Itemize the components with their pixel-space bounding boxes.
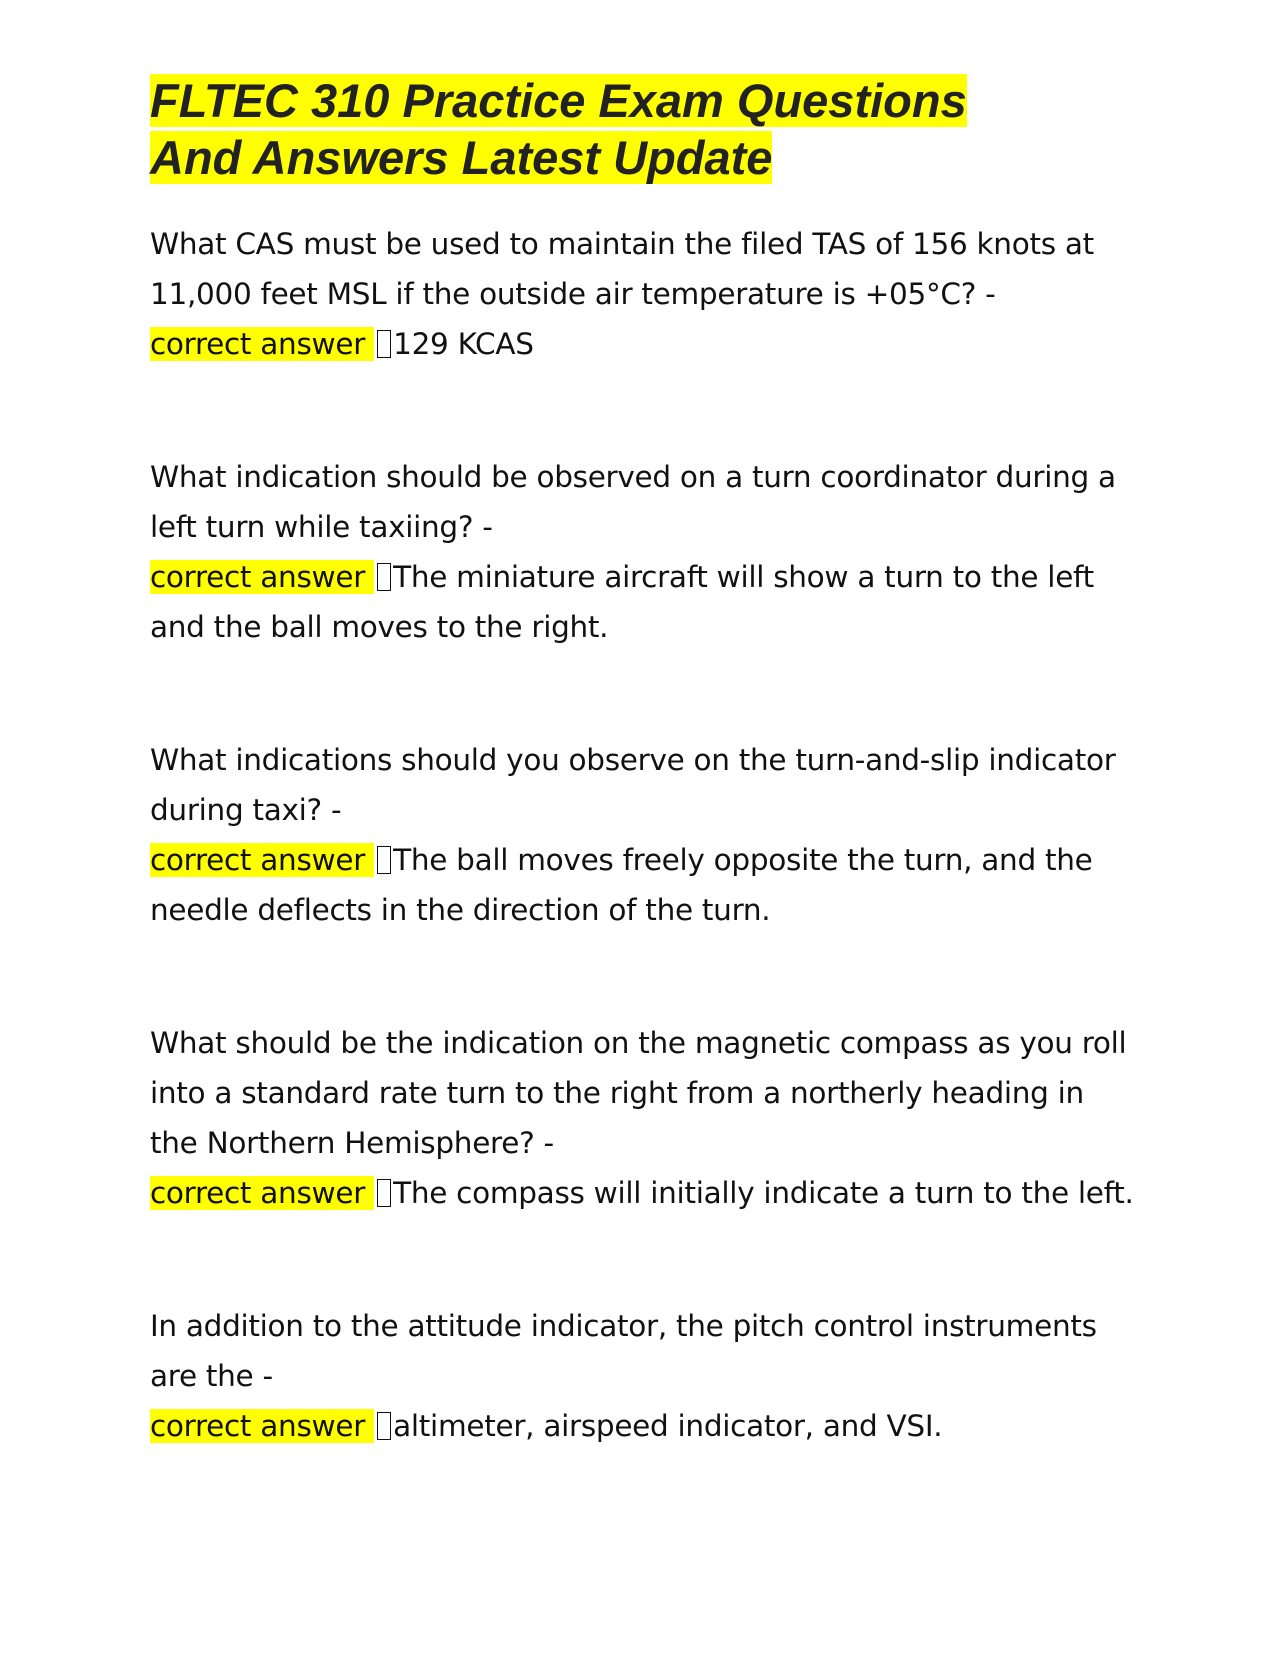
- qa-item: [150, 1301, 1140, 1451]
- title-line-1: FLTEC 310 Practice Exam Questions: [150, 74, 967, 127]
- answer-text: 129 KCAS: [393, 327, 534, 361]
- checkbox-glyph-icon: [377, 846, 391, 874]
- answer-line: [150, 835, 1140, 935]
- document-page: [150, 72, 1140, 1534]
- checkbox-glyph-icon: [377, 563, 391, 591]
- answer-text: The compass will initially indicate a turn to the left.: [393, 1176, 1134, 1210]
- title-line-2: And Answers Latest Update: [150, 131, 773, 184]
- qa-item: [150, 452, 1140, 652]
- correct-answer-marker: correct answer: [150, 560, 375, 594]
- question-text: What indication should be observed on a turn coordinator during a left turn while taxiing? -: [150, 460, 1116, 544]
- question-text: In addition to the attitude indicator, the pitch control instruments are the -: [150, 1309, 1097, 1393]
- answer-text: altimeter, airspeed indicator, and VSI.: [393, 1409, 943, 1443]
- answer-line: [150, 1401, 1140, 1451]
- checkbox-glyph-icon: [377, 330, 391, 358]
- qa-item: [150, 735, 1140, 935]
- correct-answer-marker: correct answer: [150, 327, 375, 361]
- question-text: What should be the indication on the magnetic compass as you roll into a standard rate turn to the right from a northerly heading in the Northern Hemisphere? -: [150, 1026, 1127, 1160]
- document-title: [150, 72, 1140, 186]
- qa-item: [150, 1018, 1140, 1218]
- answer-text: The miniature aircraft will show a turn to the left and the ball moves to the right.: [150, 560, 1094, 644]
- checkbox-glyph-icon: [377, 1412, 391, 1440]
- answer-line: [150, 1168, 1140, 1218]
- correct-answer-marker: correct answer: [150, 1409, 375, 1443]
- correct-answer-marker: correct answer: [150, 843, 375, 877]
- question-text: What CAS must be used to maintain the filed TAS of 156 knots at 11,000 feet MSL if the outside air temperature is +05°C? -: [150, 227, 1094, 311]
- correct-answer-marker: correct answer: [150, 1176, 375, 1210]
- checkbox-glyph-icon: [377, 1179, 391, 1207]
- answer-line: [150, 552, 1140, 652]
- answer-text: The ball moves freely opposite the turn, and the needle deflects in the direction of the turn.: [150, 843, 1093, 927]
- question-text: What indications should you observe on the turn-and-slip indicator during taxi? -: [150, 743, 1116, 827]
- answer-line: [150, 319, 1140, 369]
- qa-item: [150, 219, 1140, 369]
